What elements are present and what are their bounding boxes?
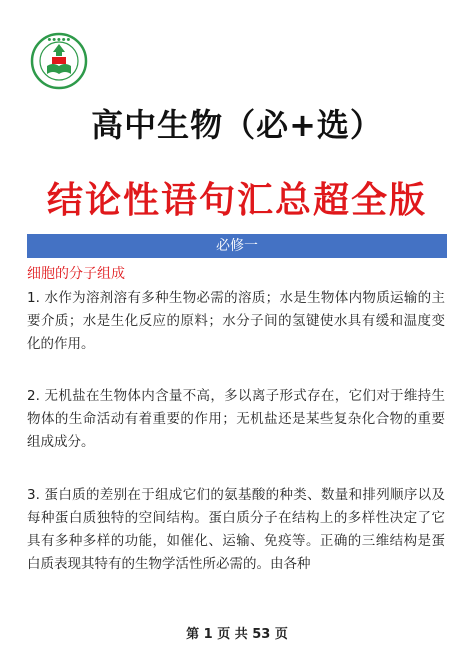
document-subtitle: 结论性语句汇总超全版 bbox=[46, 180, 427, 221]
svg-text:● ● ● ● ●: ● ● ● ● ● bbox=[47, 36, 71, 42]
school-emblem-icon bbox=[30, 32, 88, 90]
page-number-footer: 第 1 页 共 53 页 bbox=[186, 627, 288, 642]
document-title: 高中生物（必+选） bbox=[91, 106, 383, 144]
section-header: 必修一 bbox=[27, 234, 447, 258]
paragraph-3: 3. 蛋白质的差别在于组成它们的氨基酸的种类、数量和排列顺序以及每种蛋白质独特的空间结构。蛋白质分子在结构上的多样性决定了它具有多种多样的功能，如催化、运输、免疫等。正确的三维结构是蛋白质表现其特有的生物学活性所必需的。由各种 bbox=[27, 487, 445, 572]
paragraph-1: 1. 水作为溶剂溶有多种生物必需的溶质；水是生物体内物质运输的主要介质；水是生化反应的原料；水分子间的氢键使水具有缓和温度变化的作用。 bbox=[27, 290, 445, 352]
paragraph-2: 2. 无机盐在生物体内含量不高，多以离子形式存在，它们对于维持生物体的生命活动有着重要的作用；无机盐还是某些复杂化合物的重要组成成分。 bbox=[27, 388, 445, 450]
topic-heading: 细胞的分子组成 bbox=[27, 266, 125, 282]
